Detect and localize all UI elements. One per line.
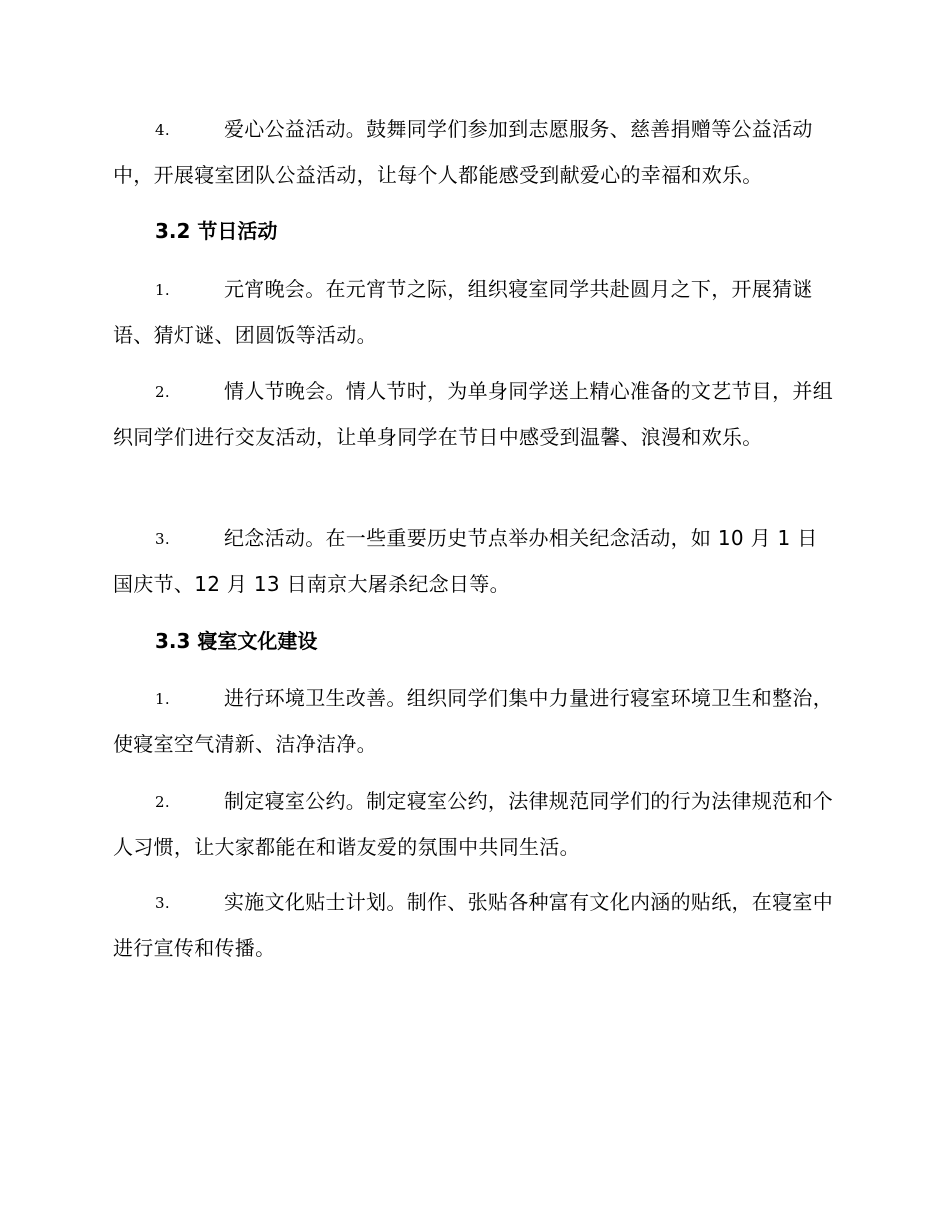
list-item-number: 3.	[155, 894, 170, 912]
list-item	[113, 880, 835, 971]
list-item-number: 2.	[155, 383, 170, 401]
list-item-text: 爱心公益活动。鼓舞同学们参加到志愿服务、慈善捐赠等公益活动中，开展寝室团队公益活动，让每个人都能感受到献爱心的幸福和欢乐。	[113, 117, 813, 187]
section-heading-3-3: 3.3 寝室文化建设	[155, 629, 318, 653]
list-item	[113, 676, 835, 767]
list-item-text: 制定寝室公约。制定寝室公约，法律规范同学们的行为法律规范和个人习惯，让大家都能在和谐友爱的氛围中共同生活。	[113, 789, 833, 859]
list-item-text: 元宵晚会。在元宵节之际，组织寝室同学共赴圆月之下，开展猜谜语、猜灯谜、团圆饭等活动。	[113, 277, 813, 347]
list-item-text: 实施文化贴士计划。制作、张贴各种富有文化内涵的贴纸，在寝室中进行宣传和传播。	[113, 890, 833, 960]
list-item-number: 4.	[155, 121, 170, 139]
list-item-text: 情人节晚会。情人节时，为单身同学送上精心准备的文艺节目，并组织同学们进行交友活动，让单身同学在节日中感受到温馨、浪漫和欢乐。	[113, 379, 833, 449]
list-item	[113, 516, 835, 607]
list-item	[113, 779, 835, 870]
list-item	[113, 369, 835, 460]
list-item-number: 3.	[155, 530, 170, 548]
list-item-number: 2.	[155, 793, 170, 811]
list-item-text: 纪念活动。在一些重要历史节点举办相关纪念活动，如 10 月 1 日国庆节、12 月 13 日南京大屠杀纪念日等。	[113, 526, 818, 596]
list-item	[113, 107, 835, 198]
list-item-number: 1.	[155, 281, 170, 299]
section-heading-3-2: 3.2 节日活动	[155, 219, 278, 243]
list-item	[113, 267, 835, 358]
list-item-number: 1.	[155, 690, 170, 708]
list-item-text: 进行环境卫生改善。组织同学们集中力量进行寝室环境卫生和整治，使寝室空气清新、洁净洁净。	[113, 686, 833, 756]
